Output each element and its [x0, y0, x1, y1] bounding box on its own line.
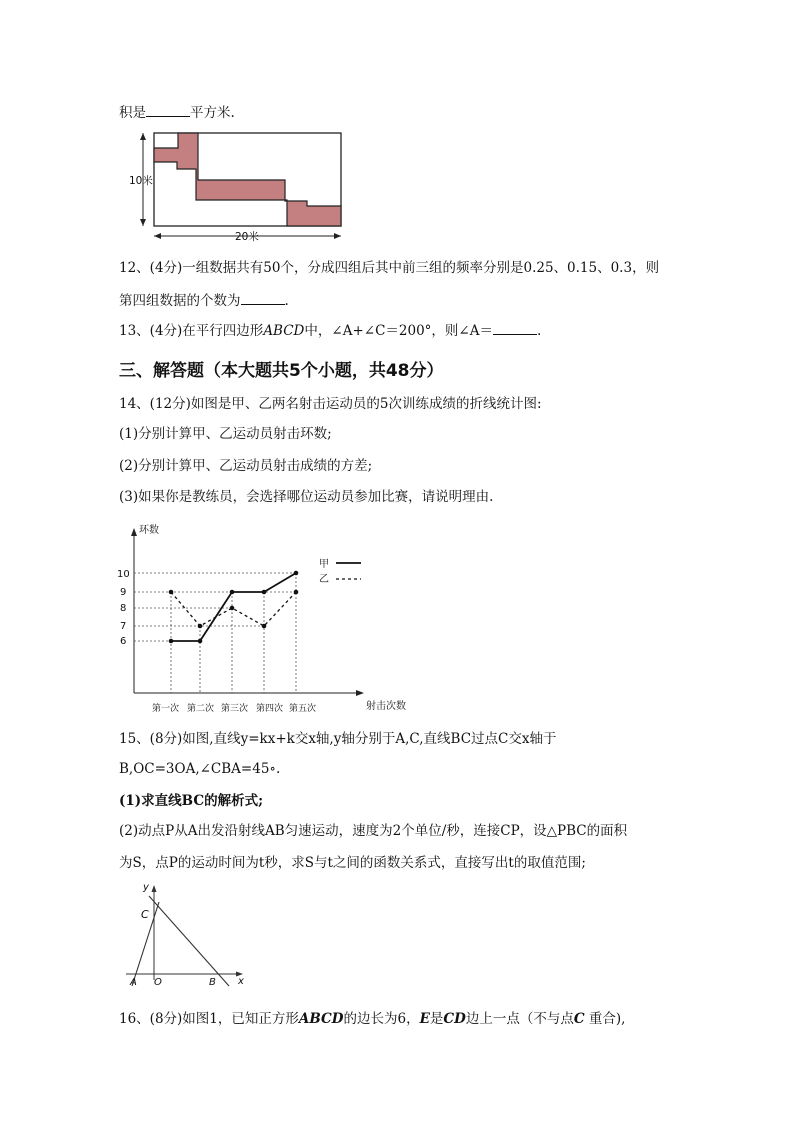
- y-axis-label: 环数: [139, 525, 159, 536]
- series-jia-point-5: [294, 571, 299, 576]
- q13-answer-blank[interactable]: [493, 321, 537, 335]
- q15-figure: [121, 880, 261, 990]
- line-BC: [149, 896, 229, 986]
- y-tick-10: 10: [117, 569, 130, 580]
- q14-line-chart: [112, 523, 412, 718]
- q14-sub3: (3)如果你是教练员，会选择哪位运动员参加比赛，请说明理由.: [119, 489, 494, 505]
- chart-guides: [134, 573, 296, 693]
- series-yi-point-4: [262, 624, 267, 629]
- q12-end: .: [284, 293, 289, 309]
- q15-sub2-line2: 为S，点P的运动时间为t秒，求S与t之间的函数关系式，直接写出t的取值范围;: [119, 855, 586, 871]
- q12-line2: [119, 291, 289, 310]
- y-tick-6: 6: [120, 636, 127, 647]
- series-jia-point-3: [230, 590, 235, 595]
- y-tick-7: 7: [120, 621, 127, 632]
- q11-height-arrow-bottom: [140, 219, 146, 226]
- q15-line2: B,OC=3OA,∠CBA=45∘.: [119, 761, 281, 777]
- q15-point-B: B: [209, 977, 216, 988]
- q15-point-C: C: [141, 908, 149, 921]
- q16-mid3: 边上一点（不与点: [465, 1011, 574, 1027]
- q15-y-label: y: [143, 882, 149, 893]
- q15-point-A: A: [130, 977, 137, 988]
- q11-width-label: 20米: [235, 231, 259, 243]
- q12-answer-blank[interactable]: [241, 291, 285, 305]
- q15-sub1: (1)求直线BC的解析式;: [119, 793, 264, 809]
- q14-sub1: (1)分别计算甲、乙运动员射击环数;: [119, 426, 332, 442]
- q16-end: 重合),: [584, 1011, 626, 1027]
- x-tick-5: 第五次: [289, 704, 317, 714]
- chart-series: [169, 571, 299, 644]
- q15-x-label: x: [238, 976, 244, 987]
- x-tick-4: 第四次: [256, 704, 284, 714]
- q16-C: C: [573, 1011, 585, 1027]
- x-axis-label: 射击次数: [366, 701, 406, 712]
- q15-line1: 15、(8分)如图,直线y=kx+k交x轴,y轴分别于A,C,直线BC过点C交x轴于: [119, 731, 557, 747]
- q16-mid1: 的边长为6，: [343, 1011, 420, 1027]
- q15-point-O: O: [154, 977, 162, 988]
- legend-yi-label: 乙: [319, 574, 329, 585]
- q11-text: 积是: [119, 105, 146, 121]
- x-axis-arrow: [356, 690, 364, 696]
- q13-middle: 中，∠A+∠C＝200°，则∠A＝: [304, 323, 493, 339]
- q16-CD: CD: [443, 1011, 466, 1027]
- q15-sub2-line1: (2)动点P从A出发沿射线AB匀速运动，速度为2个单位/秒，连接CP，设△PBC的面积: [119, 823, 628, 839]
- series-jia-point-1: [169, 639, 174, 644]
- q11-text-end: 平方米.: [190, 105, 235, 121]
- q11-line: [119, 103, 235, 122]
- q16-prefix: 16、(8分)如图1，已知正方形: [119, 1011, 299, 1027]
- series-yi-point-5: [294, 590, 299, 595]
- q13-line: [119, 321, 541, 340]
- y-tick-9: 9: [120, 587, 127, 598]
- q11-width-arrow-left: [154, 233, 161, 239]
- q16-mid2: 是: [429, 1011, 444, 1027]
- q13-prefix: 13、(4分)在平行四边形: [119, 323, 264, 339]
- x-tick-2: 第二次: [187, 704, 215, 714]
- q14-sub2: (2)分别计算甲、乙运动员射击成绩的方差;: [119, 458, 373, 474]
- series-yi-point-2: [198, 624, 203, 629]
- q16-line: [119, 1010, 625, 1028]
- series-jia-point-4: [262, 590, 267, 595]
- x-tick-1: 第一次: [152, 704, 180, 714]
- q15-y-arrow: [152, 885, 157, 892]
- q14-intro: 14、(12分)如图是甲、乙两名射击运动员的5次训练成绩的折线统计图:: [119, 396, 542, 412]
- q16-abcd: ABCD: [298, 1011, 344, 1027]
- x-tick-3: 第三次: [221, 704, 249, 714]
- q12-text: 第四组数据的个数为: [119, 293, 241, 309]
- q11-answer-blank[interactable]: [146, 103, 190, 117]
- series-yi-point-3: [230, 606, 235, 611]
- y-tick-8: 8: [120, 603, 127, 614]
- q11-height-arrow-top: [140, 133, 146, 140]
- section3-heading: 三、解答题（本大题共5个小题，共48分）: [119, 361, 444, 381]
- q11-figure: [125, 128, 365, 248]
- series-jia-point-2: [198, 639, 203, 644]
- series-yi-point-1: [169, 590, 174, 595]
- q13-abcd: ABCD: [263, 323, 305, 339]
- q11-height-label: 10米: [129, 175, 153, 187]
- q16-E: E: [419, 1011, 430, 1027]
- q13-end: .: [536, 323, 542, 339]
- y-axis-arrow: [131, 528, 137, 536]
- q12-line1: 12、(4分)一组数据共有50个，分成四组后其中前三组的频率分别是0.25、0.15、0.3，则: [119, 260, 660, 276]
- legend-jia-label: 甲: [319, 559, 329, 570]
- q11-width-arrow-right: [334, 233, 341, 239]
